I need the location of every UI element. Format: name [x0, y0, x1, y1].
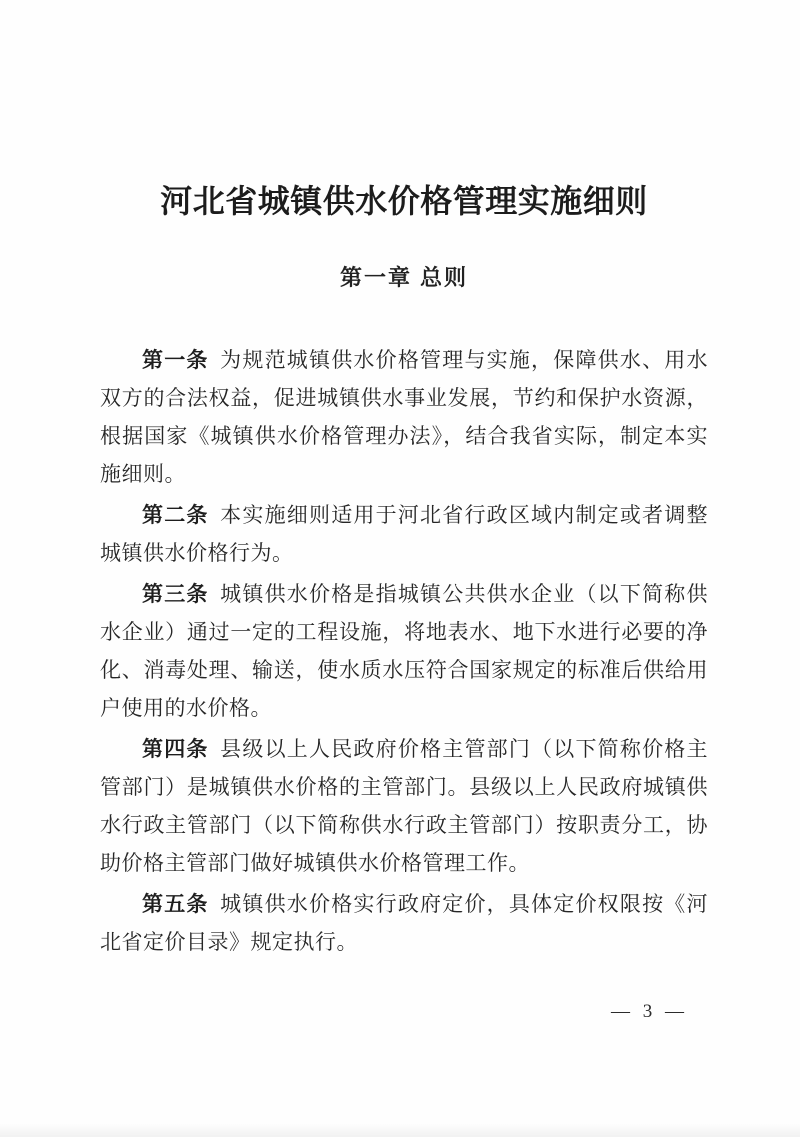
article-text: 城镇供水价格实行政府定价，具体定价权限按《河北省定价目录》规定执行。 [100, 892, 709, 954]
page-number: — 3 — [611, 1001, 688, 1022]
article-label: 第一条 [142, 348, 209, 372]
chapter-heading: 第一章 总则 [339, 265, 469, 290]
article-text: 县级以上人民政府价格主管部门（以下简称价格主管部门）是城镇供水价格的主管部门。县级以上人民政府城镇供水行政主管部门（以下简称供水行政主管部门）按职责分工，协助价格主管部门做好城镇供水价格管理工作。 [100, 737, 709, 875]
article-paragraph [100, 341, 708, 493]
article-text: 本实施细则适用于河北省行政区域内制定或者调整城镇供水价格行为。 [100, 503, 709, 565]
article-label: 第三条 [142, 582, 209, 606]
article-paragraph [100, 730, 708, 882]
article-text: 为规范城镇供水价格管理与实施，保障供水、用水双方的合法权益，促进城镇供水事业发展，节约和保护水资源，根据国家《城镇供水价格管理办法》，结合我省实际，制定本实施细则。 [100, 348, 709, 486]
article-paragraph [100, 496, 708, 572]
article-label: 第四条 [142, 737, 209, 761]
document-body [100, 341, 708, 961]
article-label: 第二条 [142, 503, 209, 527]
article-paragraph [100, 885, 708, 961]
article-text: 城镇供水价格是指城镇公共供水企业（以下简称供水企业）通过一定的工程设施，将地表水、地下水进行必要的净化、消毒处理、输送，使水质水压符合国家规定的标准后供给用户使用的水价格。 [100, 582, 709, 720]
article-paragraph [100, 575, 708, 727]
article-label: 第五条 [142, 892, 209, 916]
document-title: 河北省城镇供水价格管理实施细则 [160, 183, 648, 219]
